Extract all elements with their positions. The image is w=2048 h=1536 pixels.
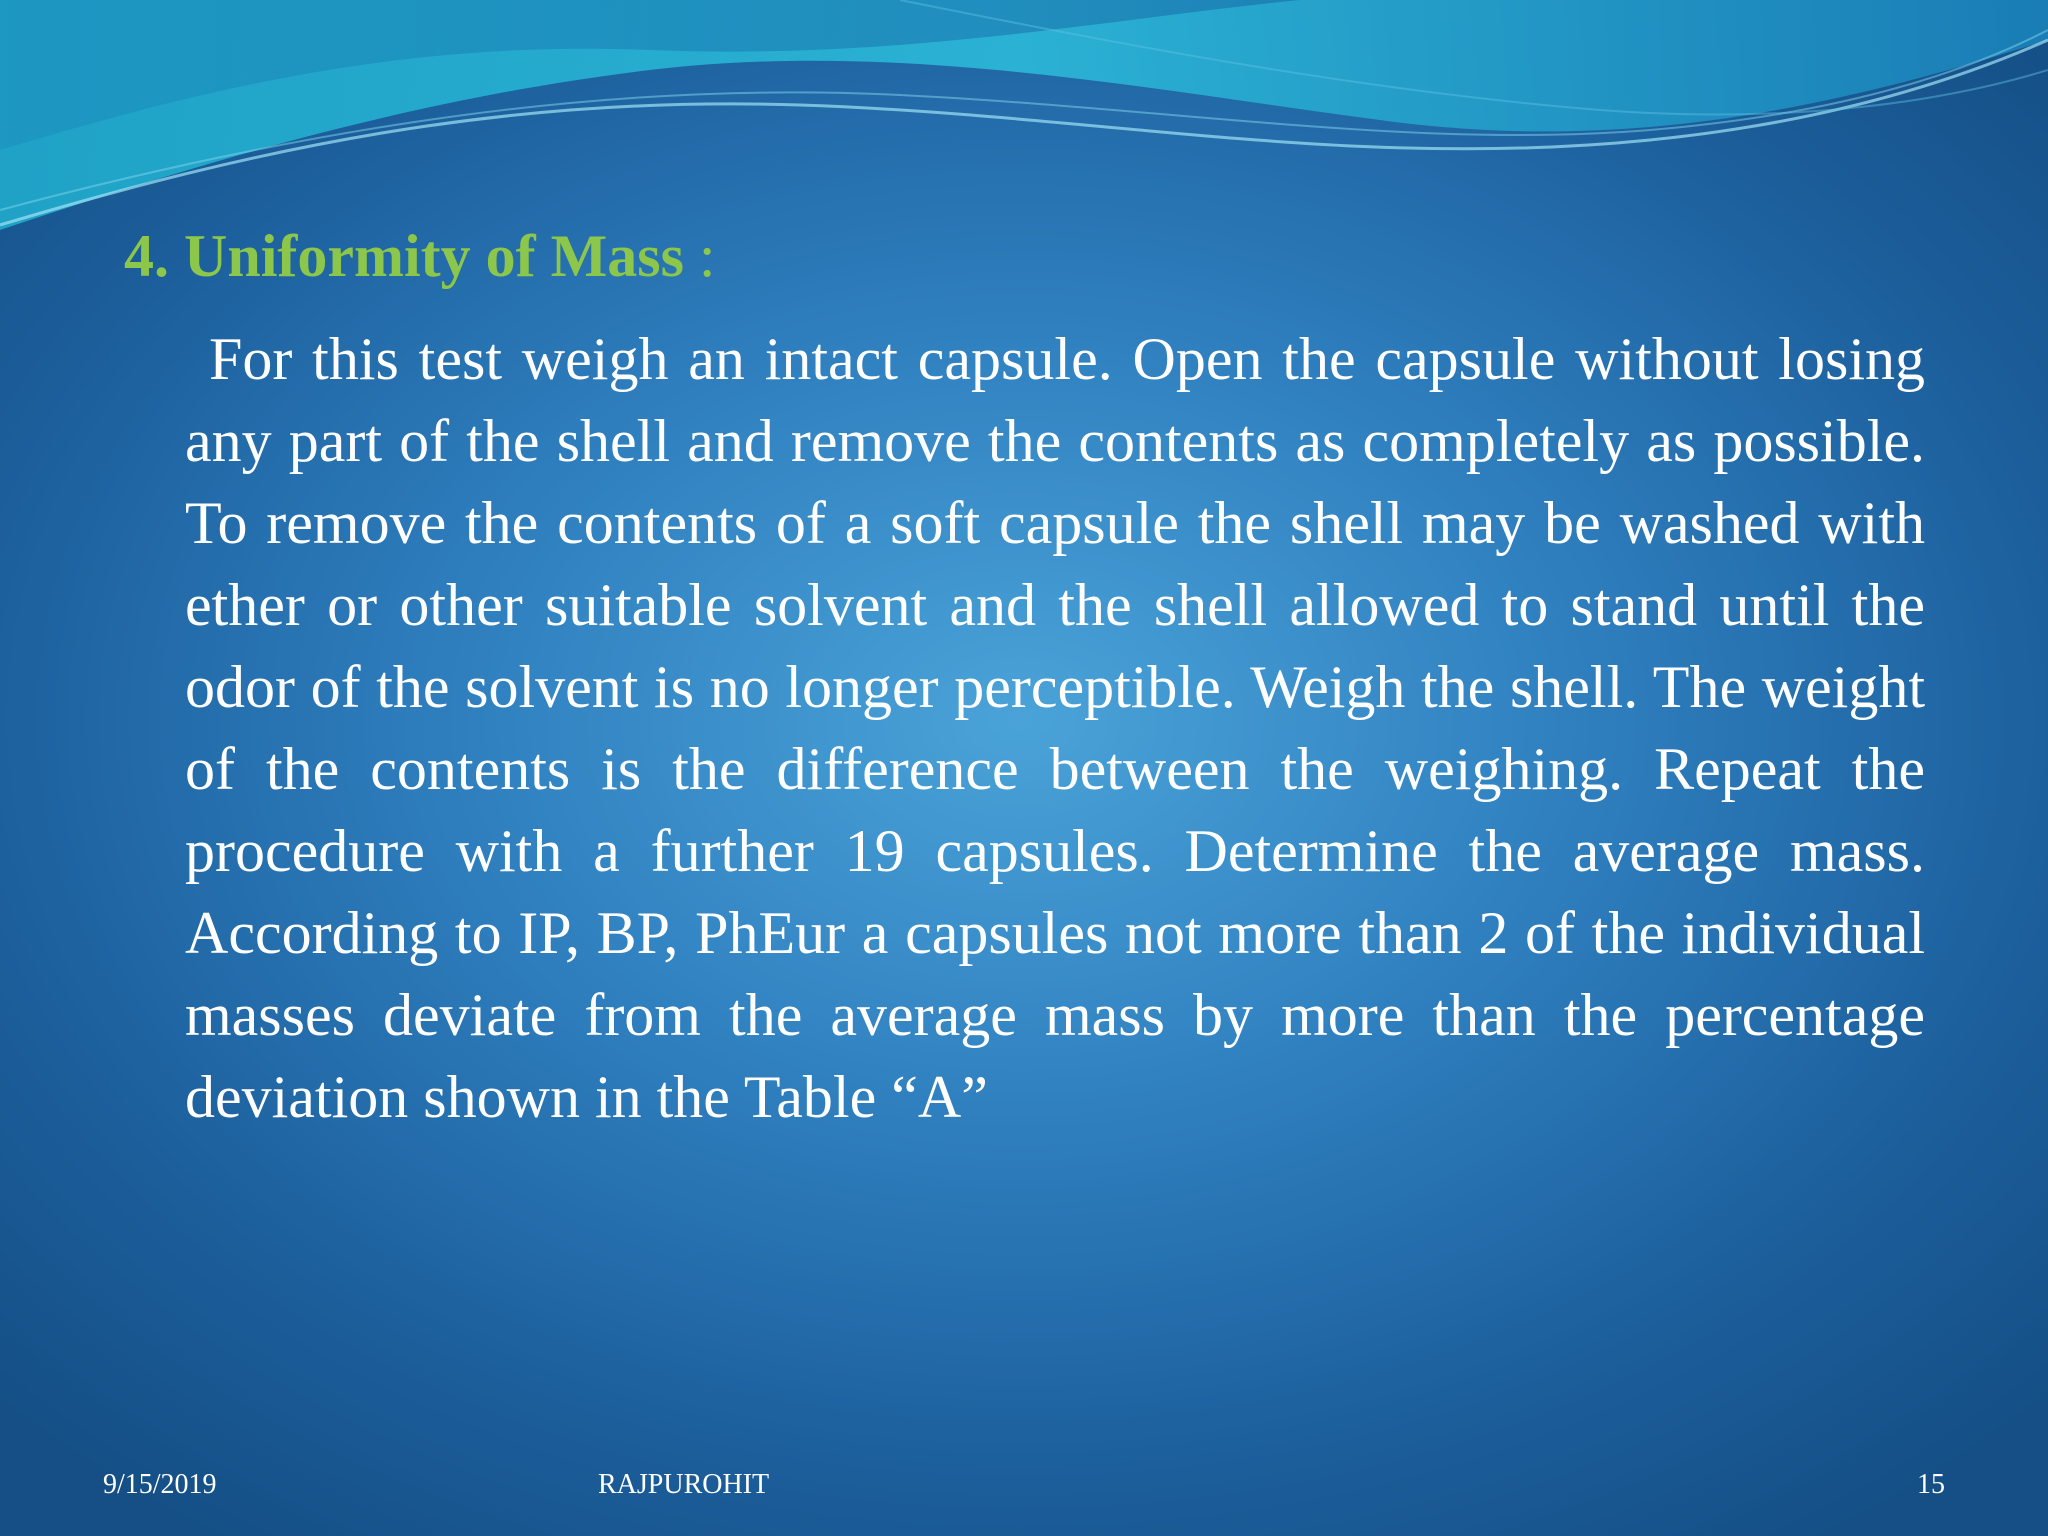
slide-title xyxy=(124,222,716,291)
slide-body-text: For this test weigh an intact capsule. Open the capsule without losing any part of the shell and remove the contents as completely as possible. To remove the contents of a soft capsule the shell may be washed with ether or other suitable solvent and the shell allowed to stand until the odor of the solvent is no longer perceptible. Weigh the shell. The weight of the contents is the difference between the weighing. Repeat the procedure with a further 19 capsules. Determine the average mass. According to IP, BP, PhEur a capsules not more than 2 of the individual masses deviate from the average mass by more than the percentage deviation shown in the Table “A” xyxy=(185,326,1925,1130)
header-wave-decoration xyxy=(0,0,2048,260)
title-number: 4. xyxy=(124,223,169,289)
footer-author: RAJPUROHIT xyxy=(598,1469,770,1500)
footer-date: 9/15/2019 xyxy=(103,1469,217,1500)
title-colon: : xyxy=(698,223,716,289)
title-text: Uniformity of Mass xyxy=(184,223,684,289)
footer-page-number: 15 xyxy=(1917,1469,1945,1500)
